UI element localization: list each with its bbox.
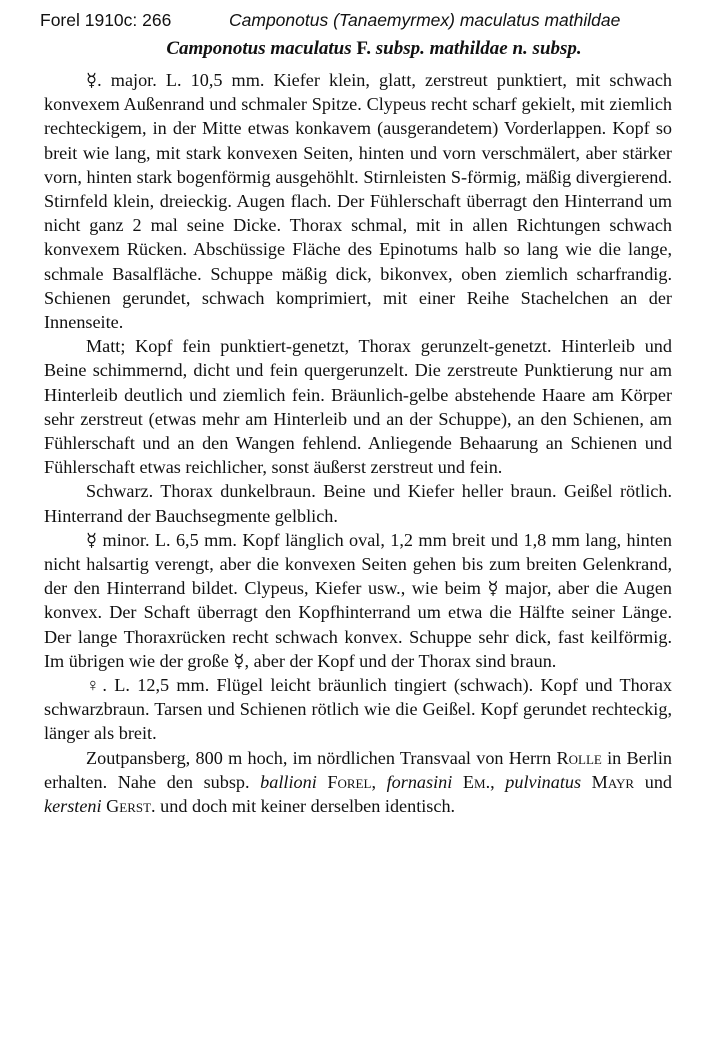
taxon-fornasini: fornasini: [386, 771, 453, 792]
locality-text: in Berlin erhalten. Nahe den subsp.: [44, 747, 672, 792]
page-header: [40, 10, 708, 34]
title-author: F.: [351, 38, 376, 59]
taxon-pulvinatus: pulvinatus: [505, 771, 582, 792]
taxon-ballioni: ballioni: [260, 771, 317, 792]
paragraph-locality: [44, 746, 672, 819]
paragraph-sculpture: Matt; Kopf fein punktiert-genetzt, Thorax gerunzelt-genetzt. Hinterleib und Beine schimmernd, dicht und fein quergerunzelt. Die zerstreute Punktierung nur am Hinterleib deutlich und ziemlich fein. Bräunlich-gelbe abstehende Haare am Körper sehr zerstreut (etwas mehr am Hinterleib und an der Schuppe), an den Schienen, am Fühlerschaft und an den Wangen fehlend. Anliegende Behaarung an Schienen und Fühlerschaft etwas reichlicher, sonst äußerst zerstreut und fein.: [44, 336, 672, 478]
title-subspecies: subsp. mathildae n. subsp.: [375, 38, 582, 59]
author-gerstaecker: Gerst.: [106, 796, 156, 817]
taxon-name-header: Camponotus (Tanaemyrmex) maculatus mathildae: [229, 10, 621, 30]
separator: ,: [490, 771, 506, 792]
author-forel: Forel: [327, 771, 372, 792]
paragraph-worker-minor: ☿ minor. L. 6,5 mm. Kopf länglich oval, 1,2 mm breit und 1,8 mm lang, hinten nicht halsartig verengt, aber die konvexen Seiten gehen bis zum breiten Gelenkrand, der den Hinterrand bildet. Clypeus, Kiefer usw., wie beim ☿ major, aber die Augen konvex. Der Schaft überragt den Kopfhinterrand um etwa die Hälfte seiner Länge. Der lange Thoraxrücken recht schwach konvex. Schuppe sehr dick, fast keilförmig. Im übrigen wie der große ☿, aber der Kopf und der Thorax sind braun.: [44, 529, 672, 671]
collector-name: Rolle: [556, 747, 602, 768]
locality-text: und doch mit keiner derselben identisch.: [155, 796, 456, 817]
paragraph-queen: ♀. L. 12,5 mm. Flügel leicht bräunlich tingiert (schwach). Kopf und Thorax schwarzbraun. Tarsen und Schienen rötlich wie die Geißel. Kopf gerundet rechteckig, länger als breit.: [44, 675, 672, 744]
author-emery: Em.: [462, 771, 491, 792]
paragraph-colour: Schwarz. Thorax dunkelbraun. Beine und Kiefer heller braun. Geißel rötlich. Hinterrand der Bauchsegmente gelblich.: [44, 481, 672, 526]
title-genus-species: Camponotus maculatus: [166, 38, 352, 59]
description-text: [44, 68, 672, 818]
locality-text: und: [634, 771, 672, 792]
species-title: [40, 38, 708, 60]
paragraph-worker-major: ☿. major. L. 10,5 mm. Kiefer klein, glatt, zerstreut punktiert, mit schwach konvexem Außenrand und schmaler Spitze. Clypeus recht scharf gekielt, mit ziemlich rechteckigem, in der Mitte etwas konkavem (ausgerandetem) Vorderlappen. Kopf so breit wie lang, mit stark konvexen Seiten, hinten und vorn verschmälert, aber stärker vorn, hinten stark bogenförmig ausgehöhlt. Stirnleisten S-förmig, mäßig divergierend. Stirnfeld klein, dreieckig. Augen flach. Der Fühlerschaft überragt den Hinterrand um nicht ganz 2 mal seine Dicke. Thorax schmal, mit in allen Richtungen schwach konvexem Rücken. Abschüssige Fläche des Epinotums halb so lang wie die lange, schmale Basalfläche. Schuppe mäßig dick, bikonvex, oben ziemlich scharfrandig. Schienen gerundet, schwach komprimiert, mit einer Reihe Stachelchen an der Innenseite.: [44, 70, 672, 333]
locality-text: Zoutpansberg, 800 m hoch, im nördlichen Transvaal von Herrn: [86, 747, 557, 768]
author-mayr: Mayr: [591, 771, 635, 792]
citation-reference: Forel 1910c: 266: [40, 10, 172, 30]
separator: ,: [371, 771, 387, 792]
taxon-kersteni: kersteni: [44, 796, 102, 817]
